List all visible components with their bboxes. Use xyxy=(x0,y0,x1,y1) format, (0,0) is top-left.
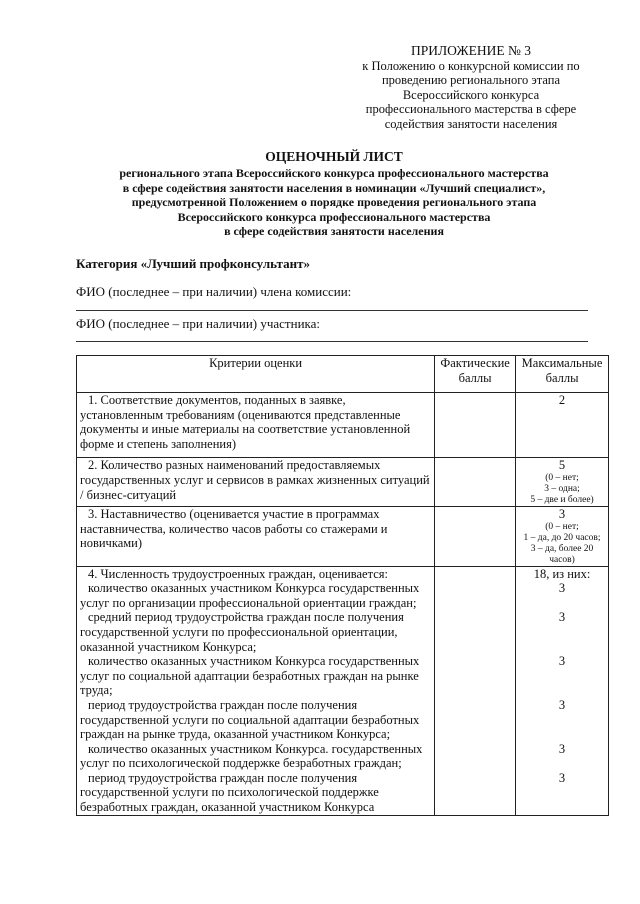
table-row xyxy=(77,458,609,507)
appendix-line: Всероссийского конкурса xyxy=(402,87,540,102)
spacer xyxy=(519,625,605,640)
subitem-max-score: 3 xyxy=(558,770,566,785)
max-score: 3 xyxy=(558,506,566,521)
fio-participant-label: ФИО (последнее – при наличии) участника: xyxy=(76,316,321,331)
criteria-cell xyxy=(77,393,435,458)
subitem-max-score: 3 xyxy=(558,581,566,596)
spacer xyxy=(519,596,605,611)
criteria-subitem: количество оказанных участником Конкурса государственных услуг по социальной адаптации безработных граждан на рынке труда; xyxy=(80,654,420,698)
max-score-note: 3 – да, более 20 часов) xyxy=(530,543,594,565)
criteria-text: 2. Количество разных наименований предоставляемых государственных услуг и сервисов в рамках жизненных ситуаций / бизнес-ситуаций xyxy=(80,458,430,502)
fio-participant-field[interactable] xyxy=(76,341,588,342)
header-actual: Фактические баллы xyxy=(435,356,516,393)
criteria-cell xyxy=(77,458,435,507)
appendix-block xyxy=(340,44,602,132)
subitem-max-score: 3 xyxy=(558,741,566,756)
criteria-cell xyxy=(77,506,435,566)
category-label: Категория «Лучший профконсультант» xyxy=(76,256,310,271)
evaluation-table xyxy=(76,355,609,816)
max-score-cell xyxy=(516,393,609,458)
max-score-note: (0 – нет; xyxy=(545,521,579,532)
max-score: 18, из них: xyxy=(533,566,591,581)
appendix-line: к Положению о конкурсной комиссии по xyxy=(362,58,580,73)
spacer xyxy=(519,669,605,684)
actual-score-cell[interactable] xyxy=(435,458,516,507)
appendix-line: профессионального мастерства в сфере xyxy=(365,102,577,117)
header-criteria: Критерии оценки xyxy=(77,356,435,393)
max-score-cell xyxy=(516,506,609,566)
spacer xyxy=(519,640,605,655)
table-row xyxy=(77,506,609,566)
criteria-text: 3. Наставничество (оценивается участие в программах наставничества, количество часов работы со стажерами и новичками) xyxy=(80,506,388,551)
max-score: 2 xyxy=(558,393,566,407)
spacer xyxy=(519,683,605,698)
criteria-subitem: средний период трудоустройства граждан после получения государственной услуги по профессиональной ориентации, оказанной участником Конкурса; xyxy=(80,610,404,654)
fio-commission-label: ФИО (последнее – при наличии) члена комиссии: xyxy=(76,284,352,299)
criteria-subitem: количество оказанных участником Конкурса. государственных услуг по психологической поддержке безработных граждан; xyxy=(80,741,423,771)
subitem-max-score: 3 xyxy=(558,697,566,712)
actual-score-cell[interactable] xyxy=(435,506,516,566)
max-score-cell xyxy=(516,566,609,815)
table-row xyxy=(77,393,609,458)
actual-score-cell[interactable] xyxy=(435,393,516,458)
table-header-row xyxy=(77,356,609,393)
criteria-text: 1. Соответствие документов, поданных в заявке, установленным требованиям (оцениваются представленные документы и иные материалы на соответствие установленной форме и степень заполнения) xyxy=(80,393,411,451)
max-score-note: (0 – нет; xyxy=(545,472,579,483)
spacer xyxy=(519,713,605,728)
criteria-text: 4. Численность трудоустроенных граждан, оценивается: xyxy=(88,566,388,581)
header-max: Максимальные баллы xyxy=(516,356,609,393)
title-line: в сфере содействия занятости населения xyxy=(224,224,444,239)
title-main: ОЦЕНОЧНЫЙ ЛИСТ xyxy=(265,149,403,164)
title-line: Всероссийского конкурса профессионального мастерства xyxy=(177,209,491,224)
max-score-note: 5 – две и более) xyxy=(530,494,594,505)
title-line: регионального этапа Всероссийского конкурса профессионального мастерства xyxy=(119,166,549,181)
spacer xyxy=(519,756,605,771)
max-score-note: 3 – одна; xyxy=(544,483,580,494)
max-score-note: 1 – да, до 20 часов; xyxy=(523,532,601,543)
title-line: предусмотренной Положением о порядке проведения регионального этапа xyxy=(131,195,537,210)
max-score-cell xyxy=(516,458,609,507)
spacer xyxy=(519,727,605,742)
appendix-line: содействия занятости населения xyxy=(384,116,558,131)
criteria-subitem: период трудоустройства граждан после получения государственной услуги по социальной адаптации безработных граждан на рынке труда, оказанной участником Конкурса; xyxy=(80,697,420,742)
subitem-max-score: 3 xyxy=(558,654,566,669)
max-score: 5 xyxy=(558,458,566,473)
subitem-max-score: 3 xyxy=(558,610,566,625)
document-title xyxy=(60,150,608,238)
criteria-subitem: количество оказанных участником Конкурса государственных услуг по организации профессиональной ориентации граждан; xyxy=(80,581,420,610)
actual-score-cell[interactable] xyxy=(435,566,516,815)
title-line: в сфере содействия занятости населения в номинации «Лучший специалист», xyxy=(122,180,546,195)
table-row xyxy=(77,566,609,815)
criteria-cell xyxy=(77,566,435,815)
appendix-line: проведению регионального этапа xyxy=(381,73,561,88)
fio-commission-field[interactable] xyxy=(76,310,588,311)
appendix-heading: ПРИЛОЖЕНИЕ № 3 xyxy=(410,43,532,58)
criteria-subitem: период трудоустройства граждан после получения государственной услуги по психологической поддержке безработных граждан, оказанной участником Конкурса xyxy=(80,770,379,815)
